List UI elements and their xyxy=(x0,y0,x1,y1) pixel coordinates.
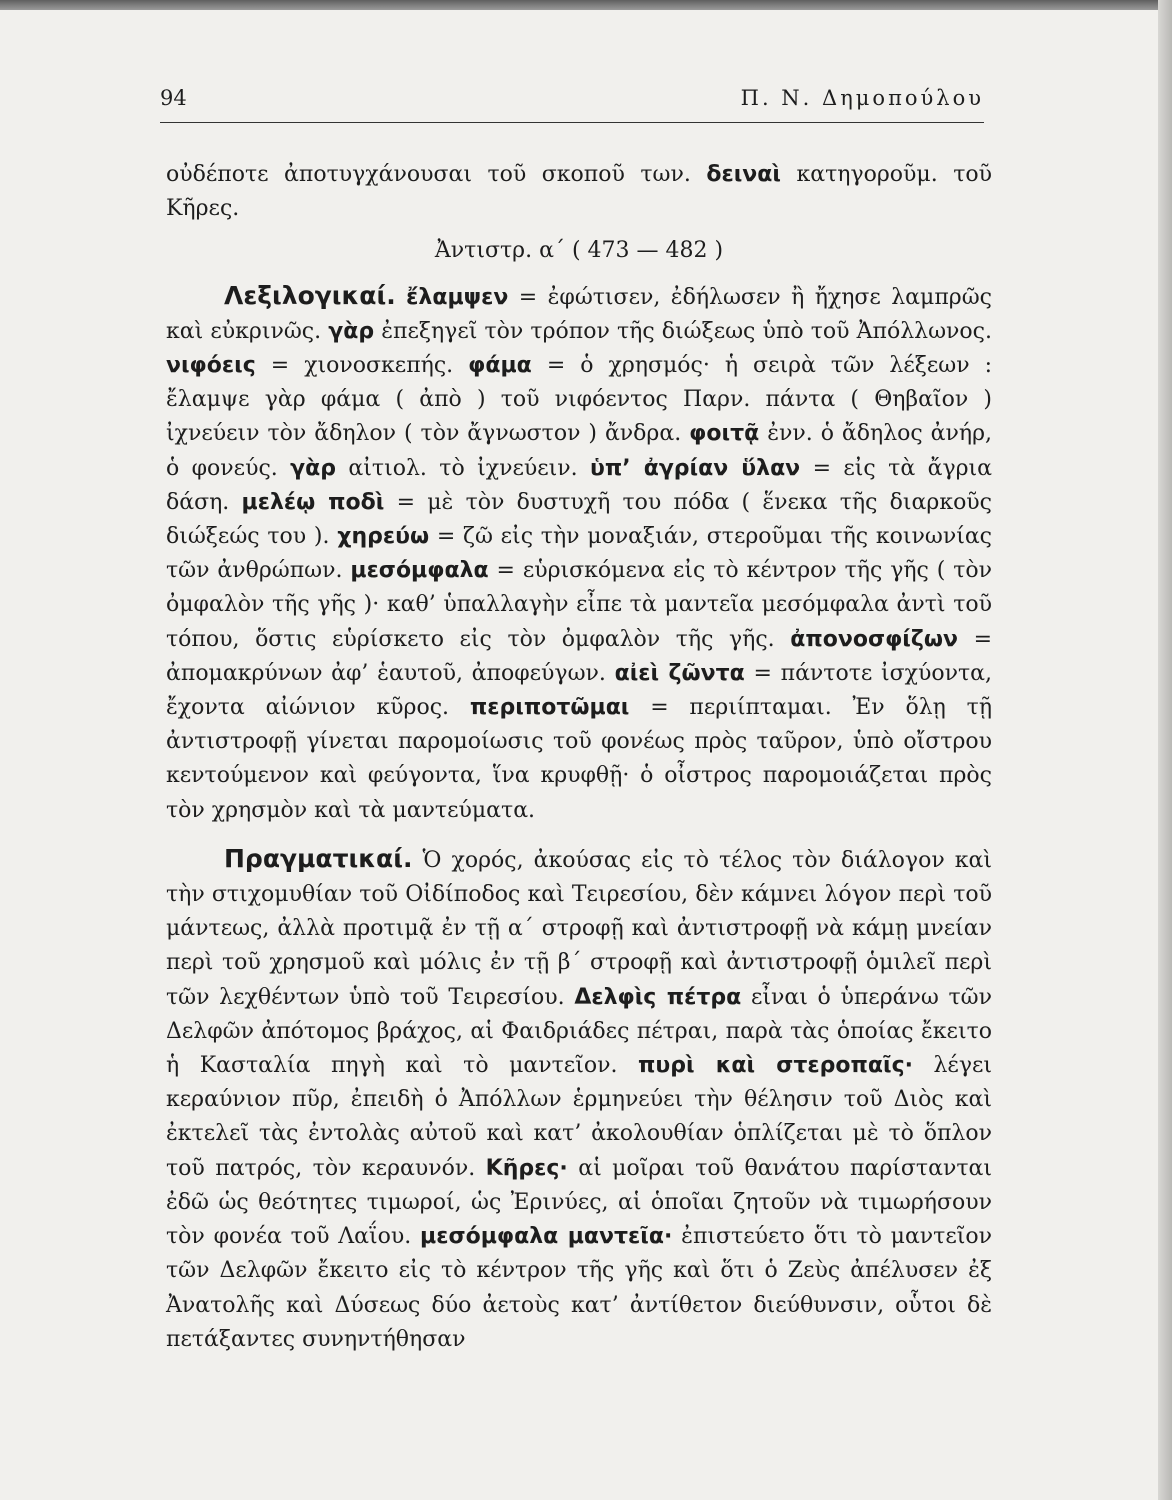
page-header xyxy=(160,86,984,116)
header-rule xyxy=(160,122,984,123)
page-number: 94 xyxy=(160,86,187,110)
scan-top-edge xyxy=(0,0,1172,10)
lexical-title: Λεξιλογικαί. xyxy=(224,280,396,310)
factual-title: Πραγματικαί. xyxy=(224,843,413,873)
paragraph-continuation: οὐδέποτε ἀποτυγχάνουσαι τοῦ σκοποῦ των. δειναὶ κατηγοροῦμ. τοῦ Κῆρες. xyxy=(166,162,992,222)
factual-notes: Πραγματικαί. Ὁ χορός, ἀκούσας εἰς τὸ τέλος τὸν διάλογον καὶ τὴν στιχομυθίαν τοῦ Οἰδίποδος καὶ Τειρεσίου, δὲν κάμνει λόγον περὶ τοῦ μάντεως, ἀλλὰ προτιμᾷ ἐν τῇ α΄ στροφῇ καὶ ἀντιστροφῇ νὰ κάμῃ μνείαν περὶ τοῦ χρησμοῦ καὶ μόλις ἐν τῇ β΄ στροφῇ καὶ ἀντιστροφῇ ὁμιλεῖ περὶ τῶν λεχθέντων ὑπὸ τοῦ Τειρεσίου. Δελφὶς πέτρα εἶναι ὁ ὑπεράνω τῶν Δελφῶν ἀπότομος βράχος, αἱ Φαιδριάδες πέτραι, παρὰ τὰς ὁποίας ἔκειτο ἡ Κασταλία πηγὴ καὶ τὸ μαντεῖον. πυρὶ καὶ στεροπαῖς· λέγει κεραύνιον πῦρ, ἐπειδὴ ὁ Ἀπόλλων ἑρμηνεύει τὴν θέλησιν τοῦ Διὸς καὶ ἐκτελεῖ τὰς ἐντολὰς αὐτοῦ καὶ κατ’ ἀκολουθίαν ὁπλίζεται μὲ τὸ ὅπλον τοῦ πατρός, τὸν κεραυνόν. Κῆρες· αἱ μοῖραι τοῦ θανάτου παρίστανται ἐδῶ ὡς θεότητες τιμωροί, ὡς Ἐρινύες, αἱ ὁποῖαι ζητοῦν νὰ τιμωρήσουν τὸν φονέα τοῦ Λαΐου. μεσόμφαλα μαντεῖα· ἐπιστεύετο ὅτι τὸ μαντεῖον τῶν Δελφῶν ἔκειτο εἰς τὸ κέντρον τῆς γῆς καὶ ὅτι ὁ Ζεὺς ἀπέλυσεν ἐξ Ἀνατολῆς καὶ Δύσεως δύο ἀετοὺς κατ’ ἀντίθετον διεύθυνσιν, οὗτοι δὲ πετάξαντες συνηντήθησαν xyxy=(166,843,992,1352)
antistrophe-heading: Ἀντιστρ. α΄ ( 473 — 482 ) xyxy=(434,238,724,264)
lexical-notes: Λεξιλογικαί. ἔλαμψεν = ἐφώτισεν, ἐδήλωσεν ἢ ἤχησε λαμπρῶς καὶ εὐκρινῶς. γὰρ ἐπεξηγεῖ τὸν τρόπον τῆς διώξεως ὑπὸ τοῦ Ἀπόλλωνος. νιφόεις = χιονοσκεπής. φάμα = ὁ χρησμός· ἡ σειρὰ τῶν λέξεων : ἔλαμψε γὰρ φάμα ( ἀπὸ ) τοῦ νιφόεντος Παρν. πάντα ( Θηβαῖον ) ἰχνεύειν τὸν ἄδηλον ( τὸν ἄγνωστον ) ἄνδρα. φοιτᾷ ἐνν. ὁ ἄδηλος ἀνήρ, ὁ φονεύς. γὰρ αἰτιολ. τὸ ἰχνεύειν. ὑπ’ ἀγρίαν ὕλαν = εἰς τὰ ἄγρια δάση. μελέῳ ποδὶ = μὲ τὸν δυστυχῆ του πόδα ( ἕνεκα τῆς διαρκοῦς διώξεώς του ). χηρεύω = ζῶ εἰς τὴν μοναξιάν, στεροῦμαι τῆς κοινωνίας τῶν ἀνθρώπων. μεσόμφαλα = εὑρισκόμενα εἰς τὸ κέντρον τῆς γῆς ( τὸν ὀμφαλὸν τῆς γῆς )· καθ’ ὑπαλλαγὴν εἶπε τὰ μαντεῖα μεσόμφαλα ἀντὶ τοῦ τόπου, ὅστις εὑρίσκετο εἰς τὸν ὀμφαλὸν τῆς γῆς. ἀπονοσφίζων = ἀπομακρύνων ἀφ’ ἑαυτοῦ, ἀποφεύγων. αἰεὶ ζῶντα = πάντοτε ἰσχύοντα, ἔχοντα αἰώνιον κῦρος. περιποτῶμαι = περιίπταμαι. Ἐν ὅλῃ τῇ ἀντιστροφῇ γίνεται παρομοίωσις τοῦ φονέως πρὸς ταῦρον, ὑπὸ οἴστρου κεντούμενον καὶ φεύγοντα, ἵνα κρυφθῇ· ὁ οἶστρος παρομοιάζεται πρὸς τὸν χρησμὸν καὶ τὰ μαντεύματα. xyxy=(166,280,993,823)
scan-right-edge xyxy=(1158,0,1172,1500)
body-text xyxy=(166,158,992,1357)
running-head: Π. Ν. Δημοπούλου xyxy=(740,86,984,110)
paragraph-gap xyxy=(166,828,992,842)
